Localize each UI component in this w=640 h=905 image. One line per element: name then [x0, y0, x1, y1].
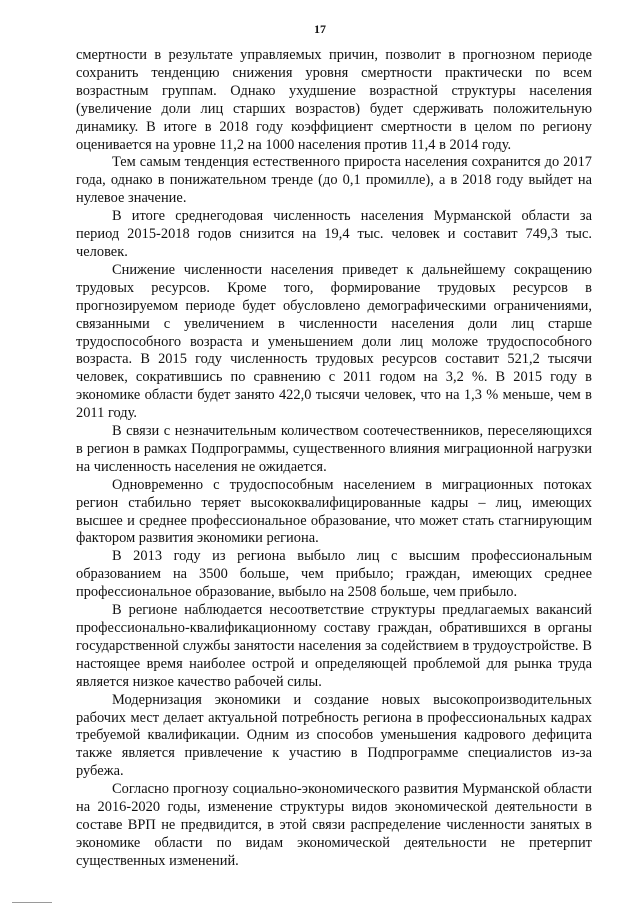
paragraph: Одновременно с трудоспособным населением в миграционных потоках регион стабильно теряет высококвалифицированные кадры – лиц, имеющих высшее и среднее профессиональное образование, что может стать стагнирующим фактором развития экономики региона.	[76, 476, 592, 547]
paragraph: В связи с незначительным количеством соотечественников, переселяющихся в регион в рамках Подпрограммы, существенного влияния миграционной нагрузки на численность населения не ожидается.	[76, 423, 592, 475]
paragraph: смертности в результате управляемых причин, позволит в прогнозном периоде сохранить тенденцию снижения уровня смертности практически по всем возрастным группам. Однако ухудшение возрастной структуры населения (увеличение доли лиц старших возрастов) будет сдерживать положительную динамику. В итоге в 2018 году коэффициент смертности в целом по региону оценивается на уровне 11,2 на 1000 населения против 11,4 в 2014 году.	[76, 47, 592, 153]
page-number: 17	[314, 22, 326, 36]
paragraph: В итоге среднегодовая численность населения Мурманской области за период 2015-2018 годов снизится на 19,4 тыс. человек и составит 749,3 тыс. человек.	[76, 208, 592, 260]
paragraph: В 2013 году из региона выбыло лиц с высшим профессиональным образованием на 3500 больше, чем прибыло; граждан, имеющих среднее профессиональное образование, выбыло на 2508 больше, чем прибыло.	[76, 548, 592, 601]
paragraph: Снижение численности населения приведет к дальнейшему сокращению трудовых ресурсов. Кроме того, формирование трудовых ресурсов в прогнозируемом периоде будет обусловлено демографическими ограничениями, связанными с увеличением в численности населения доли лиц старше трудоспособного возраста и уменьшением доли лиц моложе трудоспособного возраста. В 2015 году численность трудовых ресурсов составит 521,2 тысячи человек, сократившись по сравнению с 2011 годом на 3,2 %. В 2015 году в экономике области будет занято 422,0 тысячи человек, что на 1,3 % меньше, чем в 2011 году.	[76, 261, 592, 422]
paragraph: Модернизация экономики и создание новых высокопроизводительных рабочих мест делает актуальной потребность региона в профессиональных кадрах требуемой квалификации. Одним из способов уменьшения кадрового дефицита также является привлечение к участию в Подпрограмме специалистов из-за рубежа.	[76, 691, 592, 780]
paragraph: Согласно прогнозу социально-экономического развития Мурманской области на 2016-2020 годы, изменение структуры видов экономической деятельности в составе ВРП не предвидится, в этой связи распределение численности занятых в экономике области по видам экономической деятельности не претерпит существенных изменений.	[76, 781, 592, 869]
document-body	[76, 47, 592, 871]
footer-divider	[12, 902, 52, 903]
paragraph: В регионе наблюдается несоответствие структуры предлагаемых вакансий профессионально-квалификационному составу граждан, обратившихся в органы государственной службы занятости населения за содействием в трудоустройстве. В настоящее время наиболее острой и определяющей проблемой для рынка труда является низкое качество рабочей силы.	[76, 602, 592, 690]
paragraph: Тем самым тенденция естественного прироста населения сохранится до 2017 года, однако в понижательном тренде (до 0,1 промилле), а в 2018 году выйдет на нулевое значение.	[76, 154, 592, 207]
